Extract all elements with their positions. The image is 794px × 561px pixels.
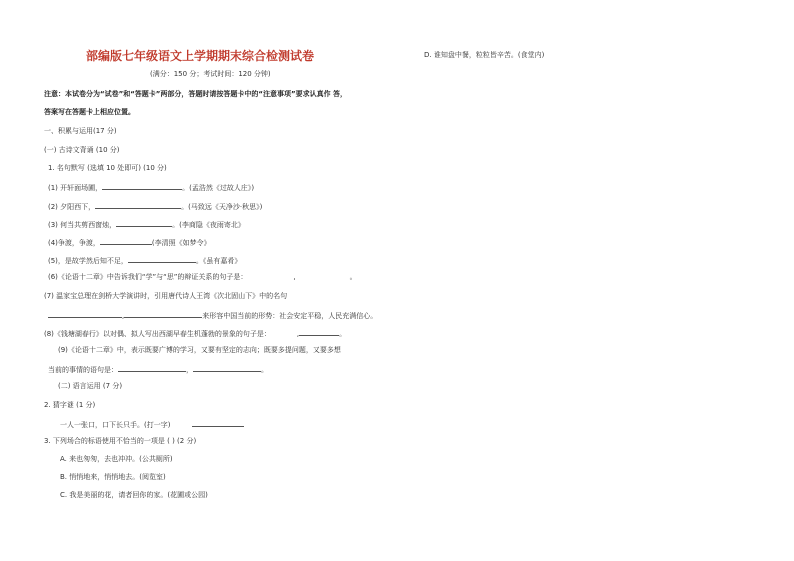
- notice-line-2: 答案写在答题卡上相应位置。: [44, 108, 135, 116]
- question-2-riddle: 一人一张口，口下长只手。(打一字): [60, 419, 244, 430]
- subsection-heading-2: (二) 语言运用 (7 分): [58, 382, 123, 390]
- question-1-item-2: (2) 夕阳西下， 。(马致远《天净沙·秋思》): [48, 203, 263, 211]
- question-2-intro: 2. 猜字谜 (1 分): [44, 401, 96, 409]
- score-info: (满分：150 分；考试时间：120 分钟): [150, 70, 271, 78]
- question-3-option-a: A. 来也匆匆，去也冲冲。(公共厕所): [60, 455, 173, 463]
- notice-line-1: 注意：本试卷分为“试卷”和“答题卡”两部分，答题时请按答题卡中的“注意事项”要求认真作 答，: [44, 90, 348, 98]
- question-1-intro: 1. 名句默写 (选填 10 处即可) (10 分): [48, 164, 167, 172]
- answer-blank: [118, 364, 186, 372]
- question-1-item-6: (6)《论语十二章》中告诉我们“学”与“思”的辩证关系的句子是： , 。: [48, 273, 357, 281]
- answer-blank: [124, 310, 202, 318]
- answer-blank: [48, 310, 122, 318]
- question-1-item-4: (4)争渡，争渡， (李清照《如梦令》: [48, 239, 211, 247]
- answer-blank: [102, 182, 182, 190]
- answer-blank: [95, 201, 181, 209]
- subsection-heading-1: (一) 古诗文背诵 (10 分): [44, 146, 120, 154]
- section-heading-1: 一、积累与运用(17 分): [44, 127, 117, 135]
- question-1-item-7-line-1: (7) 温家宝总理在剑桥大学演讲时，引用唐代诗人王湾《次北固山下》中的名句: [44, 292, 288, 300]
- question-1-item-9-line-2: 当前的事情的语句是： ， 。: [48, 366, 268, 374]
- question-1-item-5: (5)，是故学然后知不足， 。《虽有嘉肴》: [48, 257, 242, 265]
- question-3-option-b: B. 悄悄地来，悄悄地去。(阅览室): [60, 473, 166, 481]
- question-3-option-d: D. 谁知盘中餐，粒粒皆辛苦。(食堂内): [424, 51, 545, 59]
- question-3-intro: 3. 下列场合的标语使用不恰当的一项是 ( ) (2 分): [44, 437, 197, 445]
- question-1-item-8: (8)《钱塘湖春行》以对偶、拟人写出西湖早春生机蓬勃的景象的句子是： , 。: [44, 330, 347, 338]
- answer-blank: [192, 419, 244, 427]
- exam-title: 部编版七年级语文上学期期末综合检测试卷: [86, 49, 315, 63]
- question-3-option-c: C. 我是美丽的花，请者回你的家。(花圃或公园): [60, 491, 208, 499]
- answer-blank: [128, 255, 196, 263]
- answer-blank: [116, 219, 172, 227]
- answer-blank: [299, 328, 339, 336]
- answer-blank: [100, 237, 152, 245]
- question-1-item-7-line-2: , 来形容中国当前的形势：社会安定平稳，人民充满信心。: [48, 310, 377, 321]
- question-1-item-1: (1) 开轩面场圃， 。(孟浩然《过故人庄》): [48, 184, 255, 192]
- question-1-item-3: (3) 何当共剪西窗烛， 。(李商隐《夜雨寄北》: [48, 221, 245, 229]
- answer-blank: [193, 364, 261, 372]
- question-1-item-9-line-1: (9)《论语十二章》中，表示既要广博的学习，又要有坚定的志向；既要多提问题，又要多想: [58, 346, 341, 354]
